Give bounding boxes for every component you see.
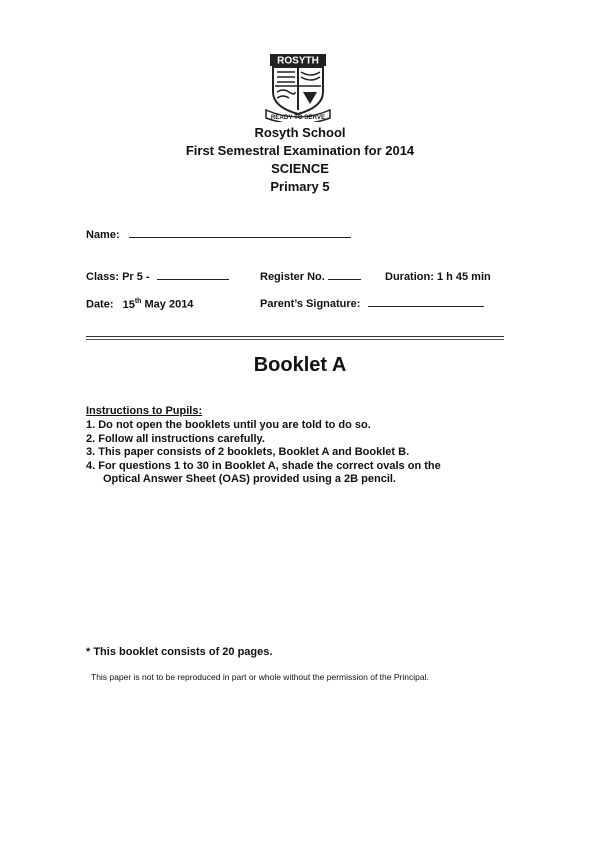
duration-text: Duration: 1 h 45 min: [385, 271, 491, 283]
separator-line-bottom: [86, 339, 504, 340]
name-blank[interactable]: [129, 237, 351, 238]
signature-row: [260, 298, 484, 310]
instruction-item: 3. This paper consists of 2 booklets, Booklet A and Booklet B.: [86, 446, 410, 458]
copyright-note: This paper is not to be reproduced in part or whole without the permission of the Principal.: [91, 672, 429, 682]
register-row: [260, 271, 361, 283]
register-label: Register No.: [260, 271, 325, 283]
level-title: Primary 5: [270, 179, 330, 194]
pages-note: * This booklet consists of 20 pages.: [86, 646, 273, 658]
booklet-title: Booklet A: [253, 354, 347, 376]
name-row: [86, 229, 351, 241]
school-crest-logo: [263, 52, 333, 122]
instruction-item: 2. Follow all instructions carefully.: [86, 432, 265, 445]
crest-top-text: ROSYTH: [277, 55, 319, 67]
signature-label: Parent’s Signature:: [260, 298, 361, 310]
class-label: Class: Pr 5 -: [86, 271, 150, 283]
date-suffix: th: [134, 298, 142, 305]
instructions-heading: Instructions to Pupils:: [86, 405, 203, 417]
class-blank[interactable]: [157, 279, 229, 280]
crest-ribbon-text: READY TO SERVE: [270, 114, 326, 121]
exam-title: First Semestral Examination for 2014: [185, 143, 415, 158]
signature-blank[interactable]: [368, 306, 484, 307]
school-name: Rosyth School: [254, 125, 346, 140]
date-rest: May 2014: [144, 298, 194, 311]
instruction-item: 4. For questions 1 to 30 in Booklet A, shade the correct ovals on the: [86, 459, 441, 472]
date-label: Date:: [86, 298, 114, 311]
name-label: Name:: [86, 229, 120, 241]
register-blank[interactable]: [328, 279, 361, 280]
date-row: [86, 298, 193, 311]
class-row: [86, 271, 229, 283]
separator-line-top: [86, 336, 504, 337]
subject-title: SCIENCE: [271, 161, 329, 176]
date-day: 15: [122, 298, 135, 311]
instruction-item: 1. Do not open the booklets until you are told to do so.: [86, 419, 371, 431]
instruction-item-continued: Optical Answer Sheet (OAS) provided using a 2B pencil.: [103, 473, 396, 485]
